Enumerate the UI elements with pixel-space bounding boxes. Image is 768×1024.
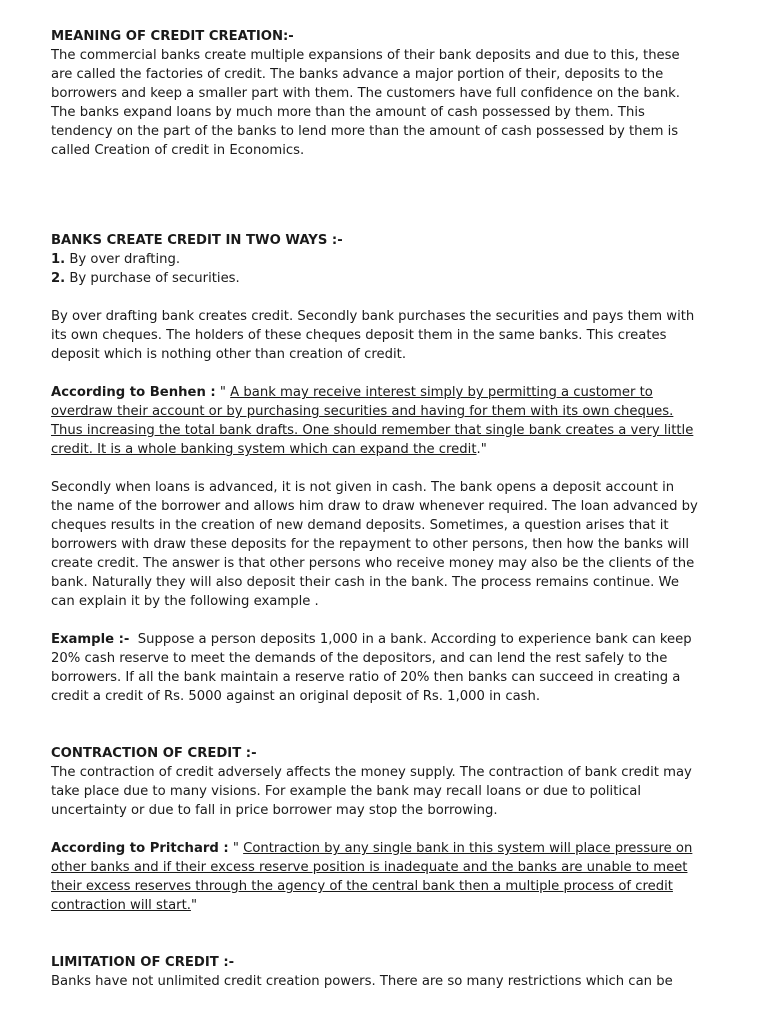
quote-text: A bank may receive interest simply by permitting a customer to (230, 385, 653, 400)
quote-text: their excess reserves through the agency of the central bank then a multiple process of credit (51, 879, 673, 894)
quote-line (51, 839, 731, 858)
section-heading: MEANING OF CREDIT CREATION:- (51, 29, 294, 44)
paragraph-line: Banks have not unlimited credit creation powers. There are so many restrictions which can be (51, 974, 673, 989)
paragraph-line: cheques results in the creation of new demand deposits. Sometimes, a question arises that it (51, 518, 669, 533)
paragraph-line: The contraction of credit adversely affects the money supply. The contraction of bank credit may (51, 765, 692, 780)
paragraph-line: can explain it by the following example . (51, 594, 319, 609)
quote-line (51, 896, 731, 915)
quote-pritchard (51, 839, 731, 915)
quote-open: " (228, 841, 244, 856)
paragraph-line: 20% cash reserve to meet the demands of the depositors, and can lend the rest safely to the (51, 651, 668, 666)
section-two-ways (51, 231, 731, 288)
quote-text: Thus increasing the total bank drafts. One should remember that single bank creates a very little (51, 423, 694, 438)
paragraph-line: borrowers and keep a smaller part with them. The customers have full confidence on the bank. (51, 86, 681, 101)
paragraph-line: The commercial banks create multiple expansions of their bank deposits and due to this, these (51, 48, 680, 63)
quote-text: Contraction by any single bank in this system will place pressure on (243, 841, 693, 856)
section-limitation (51, 953, 731, 991)
quote-line (51, 383, 731, 402)
section-heading: CONTRACTION OF CREDIT :- (51, 746, 257, 761)
quote-close: " (190, 898, 198, 913)
paragraph-line: credit a credit of Rs. 5000 against an original deposit of Rs. 1,000 in cash. (51, 689, 541, 704)
quote-label: According to Pritchard : (51, 841, 229, 856)
paragraph-line: are called the factories of credit. The banks advance a major portion of their, deposits to the (51, 67, 664, 82)
quote-text: other banks and if their excess reserve position is inadequate and the banks are unable to meet (51, 860, 688, 875)
paragraph-overdraft (51, 307, 731, 364)
paragraph-line: the name of the borrower and allows him draw to draw whenever required. The loan advanced by (51, 499, 698, 514)
paragraph-line: bank. Naturally they will also deposit their cash in the bank. The process remains continue. We (51, 575, 679, 590)
list-number: 2. (51, 271, 66, 286)
quote-label: According to Benhen : (51, 385, 216, 400)
paragraph-line: deposit which is nothing other than creation of credit. (51, 347, 407, 362)
paragraph-line: borrowers. If all the bank maintain a reserve ratio of 20% then banks can succeed in creating a (51, 670, 681, 685)
paragraph-line: tendency on the part of the banks to lend more than the amount of cash possessed by them is (51, 124, 679, 139)
list-text: By purchase of securities. (65, 271, 240, 286)
paragraph-line (51, 630, 731, 649)
paragraph-line: Secondly when loans is advanced, it is not given in cash. The bank opens a deposit account in (51, 480, 675, 495)
paragraph-line: borrowers with draw these deposits for the repayment to other persons, then how the banks will (51, 537, 690, 552)
list-item (51, 269, 731, 288)
list-number: 1. (51, 252, 66, 267)
list-text: By over drafting. (65, 252, 181, 267)
quote-text: credit. It is a whole banking system which can expand the credit (51, 442, 477, 457)
paragraph-line: called Creation of credit in Economics. (51, 143, 305, 158)
quote-text: overdraw their account or by purchasing securities and having for them with its own cheques. (51, 404, 674, 419)
paragraph-loans (51, 478, 731, 611)
paragraph-line: create credit. The answer is that other persons who receive money may also be the clients of the (51, 556, 695, 571)
quote-benhen (51, 383, 731, 459)
paragraph-line: uncertainty or due to fall in price borrower may stop the borrowing. (51, 803, 498, 818)
quote-line (51, 440, 731, 459)
section-heading: BANKS CREATE CREDIT IN TWO WAYS :- (51, 233, 343, 248)
section-contraction (51, 744, 731, 820)
example-text: Suppose a person deposits 1,000 in a bank. According to experience bank can keep (129, 632, 692, 647)
paragraph-example (51, 630, 731, 706)
quote-open: " (215, 385, 231, 400)
list-item (51, 250, 731, 269)
paragraph-line: The banks expand loans by much more than the amount of cash possessed by them. This (51, 105, 645, 120)
quote-text: contraction will start. (51, 898, 191, 913)
paragraph-line: By over drafting bank creates credit. Secondly bank purchases the securities and pays them with (51, 309, 695, 324)
paragraph-line: its own cheques. The holders of these cheques deposit them in the same banks. This creates (51, 328, 667, 343)
section-meaning (51, 27, 731, 160)
example-label: Example :- (51, 632, 130, 647)
section-heading: LIMITATION OF CREDIT :- (51, 955, 235, 970)
paragraph-line: take place due to many visions. For example the bank may recall loans or due to political (51, 784, 642, 799)
quote-close: ." (476, 442, 487, 457)
